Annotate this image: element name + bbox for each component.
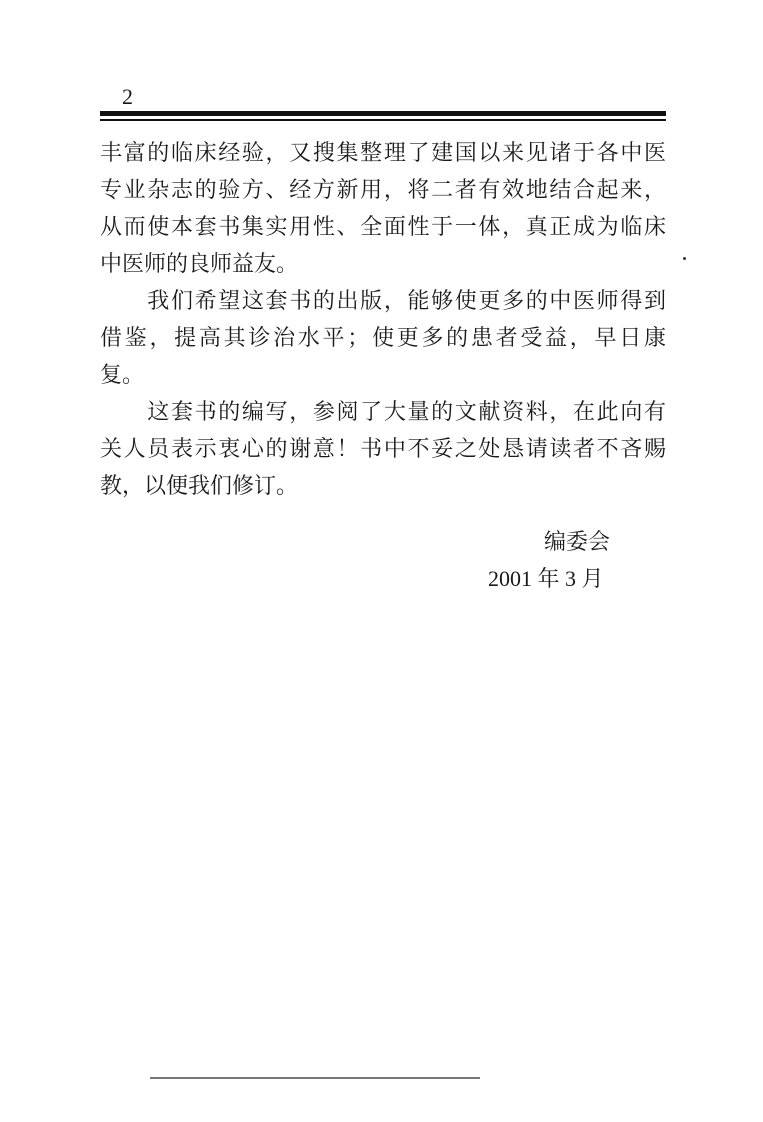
signature-date: 2001 年 3 月: [488, 566, 604, 591]
signature-author: 编委会: [544, 530, 611, 555]
text-line: 这套书的编写，参阅了大量的文献资料，在此向有: [100, 400, 666, 425]
text-line: 中医师的良师益友。: [100, 252, 299, 277]
text-line: 专业杂志的验方、经方新用，将二者有效地结合起来，: [100, 178, 666, 203]
page-number: 2: [122, 84, 133, 109]
text-line: 关人员表示衷心的谢意！书中不妥之处恳请读者不吝赐: [100, 437, 666, 462]
text-line: 从而使本套书集实用性、全面性于一体，真正成为临床: [100, 215, 666, 240]
text-line: 丰富的临床经验，又搜集整理了建国以来见诸于各中医: [100, 141, 666, 166]
header-rule-thick: [100, 111, 666, 116]
text-line: 复。: [100, 363, 145, 388]
header-rule-thin: [100, 119, 666, 121]
text-line: 教，以便我们修订。: [100, 474, 299, 499]
scan-speck: [683, 257, 686, 260]
bottom-scan-line: [150, 1077, 480, 1079]
text-line: 我们希望这套书的出版，能够使更多的中医师得到: [100, 289, 666, 314]
text-line: 借鉴，提高其诊治水平；使更多的患者受益，早日康: [100, 326, 666, 351]
